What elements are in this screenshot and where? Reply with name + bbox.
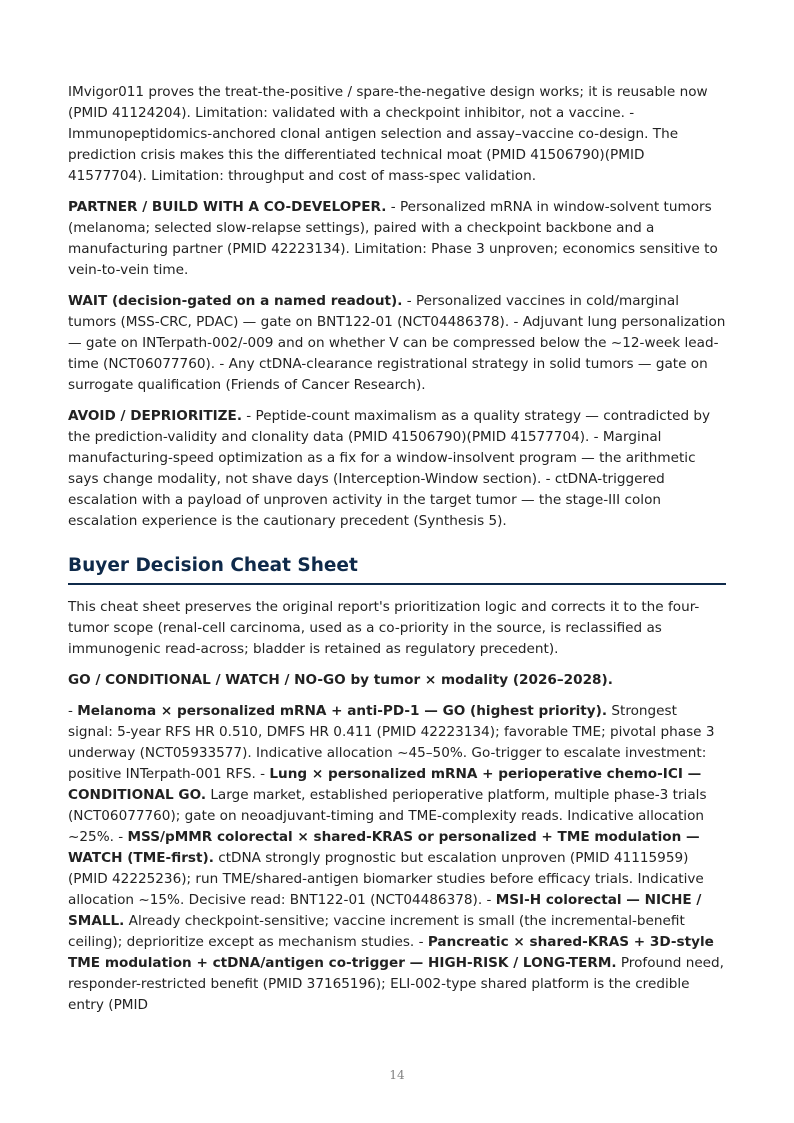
decision-item-prefix: - [255, 766, 270, 782]
decision-item-text: Strongest signal: 5-year RFS HR 0.510, DMFS HR 0.411 (PMID 42223134); favorable TME; pivotal phase 3 underway (NCT05933577). Indicative allocation ~45–50%. Go-trigger to escalate investment: positive INTerpath-001 RFS. [68, 703, 715, 782]
partner-paragraph [68, 197, 726, 281]
wait-paragraph [68, 291, 726, 396]
decision-item-label: Lung × personalized mRNA + perioperative chemo-ICI — CONDITIONAL GO. [68, 766, 702, 803]
decision-item-prefix: - [482, 892, 496, 908]
decision-item-prefix: - [113, 829, 128, 845]
decision-item-label: Melanoma × personalized mRNA + anti-PD-1 — GO (highest priority). [77, 703, 608, 719]
decision-item-text: ctDNA strongly prognostic but escalation unproven (PMID 41115959)(PMID 42225236); run TME/shared-antigen biomarker studies before efficacy trials. Indicative allocation ~15%. Decisive read: BNT122-01 (NCT04486378). [68, 850, 704, 908]
page-number: 14 [389, 1068, 405, 1082]
section-subheading: GO / CONDITIONAL / WATCH / NO-GO by tumor × modality (2026–2028). [68, 672, 613, 688]
section-intro: This cheat sheet preserves the original report's prioritization logic and corrects it to the four-tumor scope (renal-cell carcinoma, used as a co-priority in the source, is reclassified as immunogenic read-across; bladder is retained as regulatory precedent). [68, 599, 700, 657]
decision-list [68, 701, 726, 1016]
intro-paragraph: IMvigor011 proves the treat-the-positive / spare-the-negative design works; it is reusable now (PMID 41124204). Limitation: validated with a checkpoint inhibitor, not a vaccine. - Immunopeptidomics-anchored clonal antigen selection and assay–vaccine co-design. The prediction crisis makes this the differentiated technical moat (PMID 41506790)(PMID 41577704). Limitation: throughput and cost of mass-spec validation. [68, 84, 708, 184]
partner-text: - Personalized mRNA in window-solvent tumors (melanoma; selected slow-relapse settings), paired with a checkpoint backbone and a manufacturing partner (PMID 42223134). Limitation: Phase 3 unproven; economics sensitive to vein-to-vein time. [68, 199, 718, 278]
decision-item-label: MSI-H colorectal — NICHE / SMALL. [68, 892, 702, 929]
wait-text: - Personalized vaccines in cold/marginal tumors (MSS-CRC, PDAC) — gate on BNT122-01 (NCT04486378). - Adjuvant lung personalization — gate on INTerpath-002/-009 and on whether V can be compressed below the ~12-week lead-time (NCT06077760). - Any ctDNA-clearance registrational strategy in solid tumors — gate on surrogate qualification (Friends of Cancer Research). [68, 293, 726, 393]
wait-label: WAIT (decision-gated on a named readout). [68, 293, 403, 309]
page-body [68, 82, 726, 1026]
partner-label: PARTNER / BUILD WITH A CO-DEVELOPER. [68, 199, 387, 215]
decision-item-text: Already checkpoint-sensitive; vaccine increment is small (the incremental-benefit ceiling); deprioritize except as mechanism studies. [68, 913, 685, 950]
decision-item-label: MSS/pMMR colorectal × shared-KRAS or personalized + TME modulation — WATCH (TME-first). [68, 829, 700, 866]
decision-item-label: Pancreatic × shared-KRAS + 3D-style TME modulation + ctDNA/antigen co-trigger — HIGH-RISK / LONG-TERM. [68, 934, 714, 971]
section-heading: Buyer Decision Cheat Sheet [68, 554, 726, 585]
avoid-label: AVOID / DEPRIORITIZE. [68, 408, 242, 424]
decision-item-prefix: - [414, 934, 428, 950]
decision-item-text: Profound need, responder-restricted benefit (PMID 37165196); ELI-002-type shared platform is the credible entry (PMID [68, 955, 724, 1013]
avoid-paragraph [68, 406, 726, 532]
decision-item-prefix: - [68, 703, 78, 719]
avoid-text: - Peptide-count maximalism as a quality strategy — contradicted by the prediction-validity and clonality data (PMID 41506790)(PMID 41577704). - Marginal manufacturing-speed optimization as a fix for a window-insolvent program — the arithmetic says change modality, not shave days (Interception-Window section). - ctDNA-triggered escalation with a payload of unproven activity in the target tumor — the stage-III colon escalation experience is the cautionary precedent (Synthesis 5). [68, 408, 711, 529]
decision-item-text: Large market, established perioperative platform, multiple phase-3 trials (NCT06077760); gate on neoadjuvant-timing and TME-complexity reads. Indicative allocation ~25%. [68, 787, 707, 845]
